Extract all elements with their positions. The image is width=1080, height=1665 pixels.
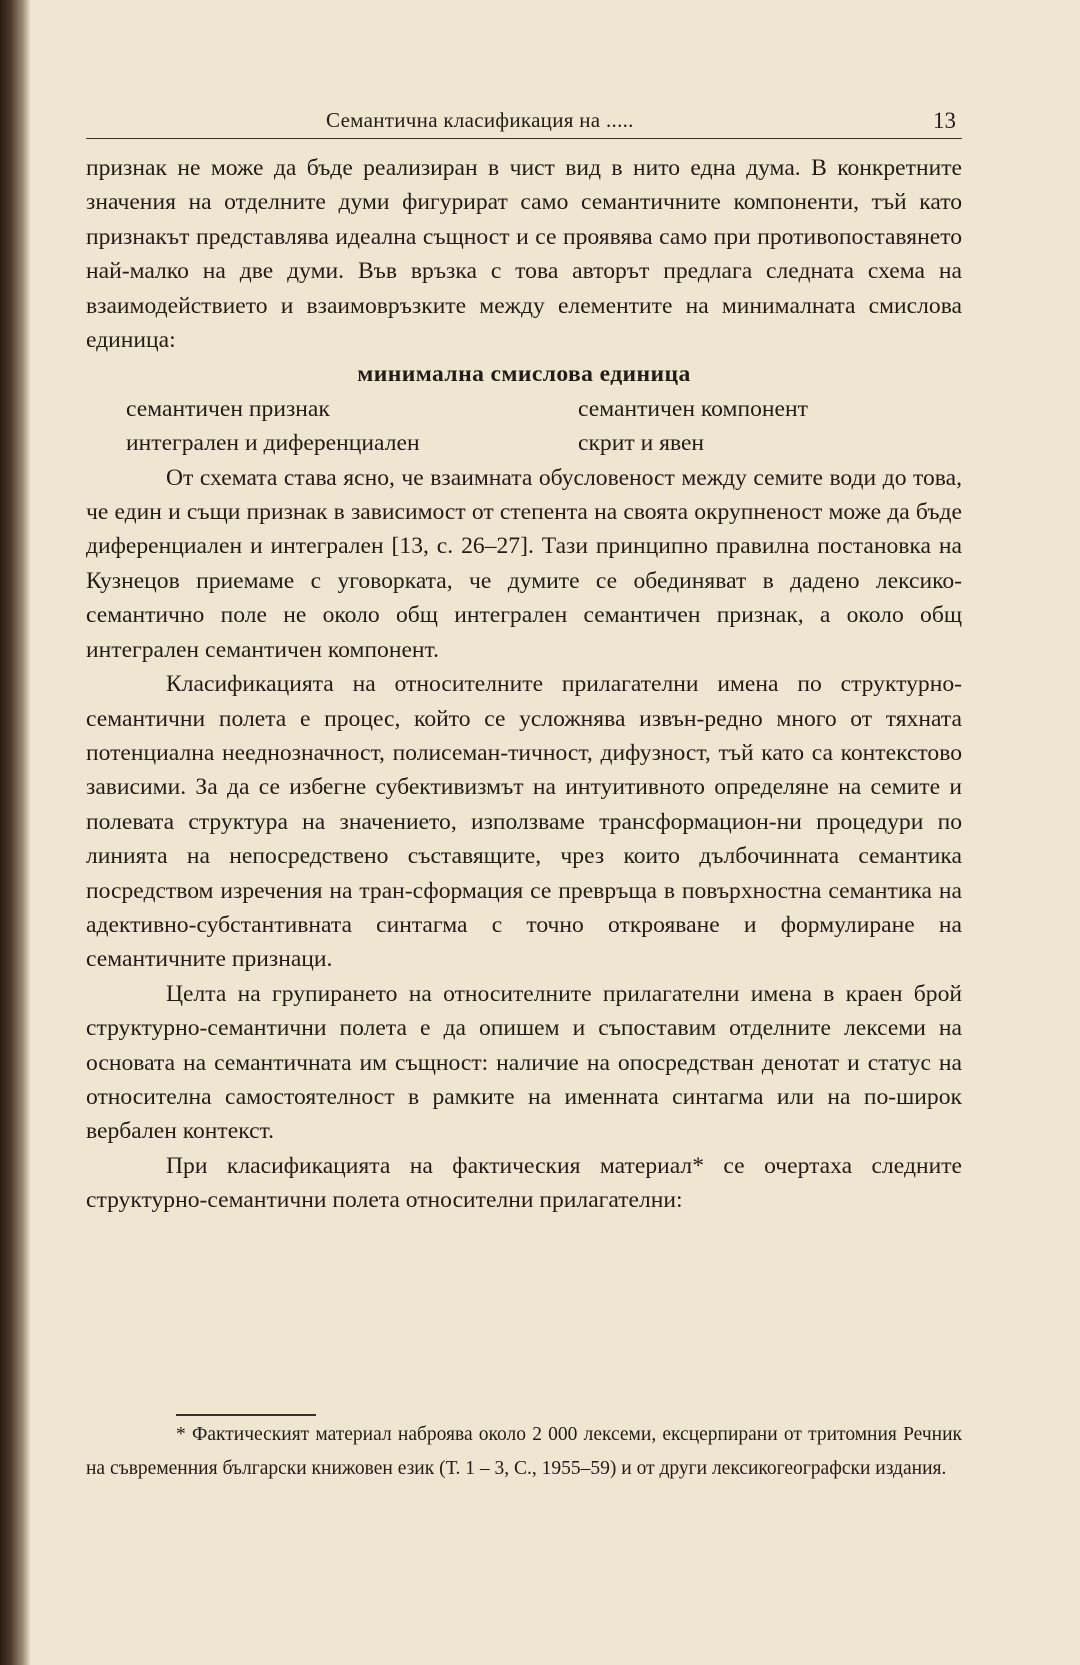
page-number: 13 — [933, 108, 956, 133]
scheme-cell: семантичен признак — [126, 395, 330, 422]
paragraph: Целта на групирането на относителните прилагателни имена в краен брой структурно-семантични полета е да опишем и съпоставим отделните лексеми на основата на семантичната им същност: наличие на опосредстван денотат и статус на относителна самостоятелност в рамките на именната синтагма или на по-широк вербален контекст. — [86, 980, 962, 1145]
paragraph: От схемата става ясно, че взаимната обусловеност между семите води до това, че един и същи признак в зависимост от степента на своята окрупненост може да бъде диференциален и интегрален [13, с. 26–27]. Тази принципно правилна постановка на Кузнецов приемаме с уговорката, че думите се обединяват в дадено лексико-семантично поле не около общ интегрален семантичен признак, а около общ интегрален семантичен компонент. — [86, 464, 962, 663]
paragraph: признак не може да бъде реализиран в чист вид в нито една дума. В конкретните значения на отделните думи фигурират само семантичните компоненти, тъй като признакът представлява идеална същност и се проявява само при противопоставянето най-малко на две думи. Във връзка с това авторът предлага следната схема на взаимодействието и взаимовръзките между елементите на минималната смислова единица: — [86, 155, 962, 354]
running-title: Семантична класификация на ..... — [326, 108, 634, 132]
scheme-cell: интегрален и диференциален — [126, 430, 420, 457]
scheme-row — [86, 426, 962, 460]
scheme-row — [86, 392, 962, 426]
running-head — [86, 108, 962, 139]
scheme-cell: семантичен компонент — [578, 395, 808, 422]
paragraph: При класификацията на фактическия материал* се очертаха следните структурно-семантични полета относителни прилагателни: — [86, 1152, 962, 1214]
footnote — [86, 1418, 962, 1486]
paragraph: Класификацията на относителните прилагателни имена по структурно-семантични полета е процес, който се усложнява извън-редно много от тяхната потенциална нееднозначност, полисеман-тичност, дифузност, тъй като са контекстово зависими. За да се избегне субективизмът на интуитивното определяне на семите и полевата структура на значението, използваме трансформацион-ни процедури по линията на непосредствено съставящите, чрез които дълбочинната семантика посредством изречения на тран-сформация се превръща в повърхностна семантика на адективно-субстантивната синтагма с точно открояване и формулиране на семантичните признаци. — [86, 671, 962, 973]
scheme-cell: скрит и явен — [578, 430, 705, 457]
footnote-divider — [176, 1414, 316, 1416]
footnote-text: * Фактическият материал наброява около 2 000 лексеми, ексцерпирани от тритомния Речник на съвременния български книжовен език (Т. 1 – 3, С., 1955–59) и от други лексикогеографски издания. — [86, 1424, 962, 1479]
book-spine-shadow — [0, 0, 30, 1665]
scheme-title: минимална смислова единица — [357, 361, 691, 388]
body-text — [86, 151, 962, 1218]
